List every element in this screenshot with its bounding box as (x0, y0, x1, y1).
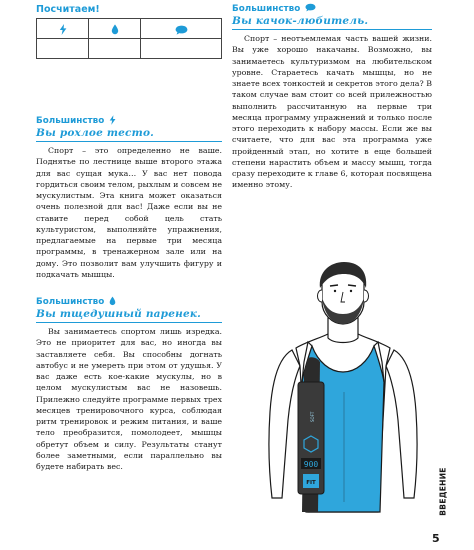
drop-icon (111, 24, 119, 35)
section-label: Большинство (36, 297, 222, 308)
device-screen-text: 900 (303, 460, 319, 469)
chest-label: SOFT (310, 411, 315, 422)
score-input-cell[interactable] (89, 39, 141, 59)
score-table-row (37, 39, 222, 59)
drop-icon (109, 296, 116, 306)
man-illustration (258, 262, 428, 522)
section-subtitle: Вы рохлое тесто. (36, 127, 154, 139)
section-label: Большинство (232, 4, 432, 15)
left-arm (269, 350, 300, 498)
lightning-icon (109, 115, 116, 125)
section-rule (36, 141, 222, 142)
section-subtitle: Вы качок-любитель. (232, 15, 369, 27)
right-arm (386, 350, 417, 498)
lightning-icon (59, 24, 67, 35)
score-cell-bubble (141, 19, 222, 39)
right-eye (350, 290, 352, 292)
score-table (36, 18, 222, 59)
left-column (36, 4, 222, 472)
score-input-cell[interactable] (141, 39, 222, 59)
section-text: Спорт – это определенно не ваше. Поднятье по лестнице выше второго этажа для вас сущая мука… У вас нет повода гордиться своим телом, рыхлым и совсем не мускулистым. Эта книга может оказаться очень полезной для вас! Даже если вы не ставите перед собой цель стать культуристом, выполняйте упражнения, предлагаемые на первые три месяца программы, в тренажерном зале или на дому. Это позволит вам улучшить фигуру и подкачать мышцы. (36, 146, 222, 279)
section-text: Вы занимаетесь спортом лишь изредка. Это не приоритет для вас, но иногда вы заставляете себя. Вы способны догнать автобус и не умереть при этом от удушья. У вас даже есть кое-какие мускулы, но в целом мускулистым вас не назовешь. Прилежно следуйте программе первых трех месяцев тренировочного курса, соблюдая ритм тренировок и режим питания, и ваше тело преобразится, помолодеет, мышцы обретут объем и силу. Результаты станут более заметными, если параллельно вы будете набирать вес. (36, 327, 222, 471)
right-column (232, 4, 432, 191)
left-ear (318, 290, 323, 302)
section-text: Спорт – неотъемлемая часть вашей жизни. Вы уже хорошо накачаны. Возможно, вы занимаетесь культуризмом на любительском уровне. Стараетесь качать мышцы, но не знаете всех тонкостей и секретов этого дела? В таком случае вам стоит со всей прилежностью выполнить рассчитанную на первые три месяца программу упражнений и только после этого переходить к набору массы. Если же вы считаете, что для вас эта программа уже пройденный этап, но хотите в еще большей степени нарастить объем и массу мышц, тогда сразу переходите к главе 6, которая посвящена именно этому. (232, 34, 432, 190)
score-cell-drop (89, 19, 141, 39)
device-button-text: FIT (306, 480, 316, 486)
right-ear (364, 290, 369, 302)
score-cell-lightning (37, 19, 89, 39)
side-chapter-label: ВВЕДЕНИЕ (438, 467, 448, 516)
score-table-header (37, 19, 222, 39)
section-rule (36, 322, 222, 323)
section-flabby (36, 116, 222, 280)
page-number: 5 (432, 532, 440, 545)
score-input-cell[interactable] (37, 39, 89, 59)
section-rule (232, 29, 432, 30)
section-subtitle: Вы тщедушный паренек. (36, 308, 201, 320)
speech-bubble-icon (175, 25, 188, 35)
section-amateur (232, 4, 432, 191)
speech-bubble-icon (305, 3, 316, 12)
section-puny (36, 297, 222, 472)
count-heading: Посчитаем! (36, 4, 100, 15)
section-label: Большинство (36, 116, 222, 127)
left-eye (334, 290, 336, 292)
